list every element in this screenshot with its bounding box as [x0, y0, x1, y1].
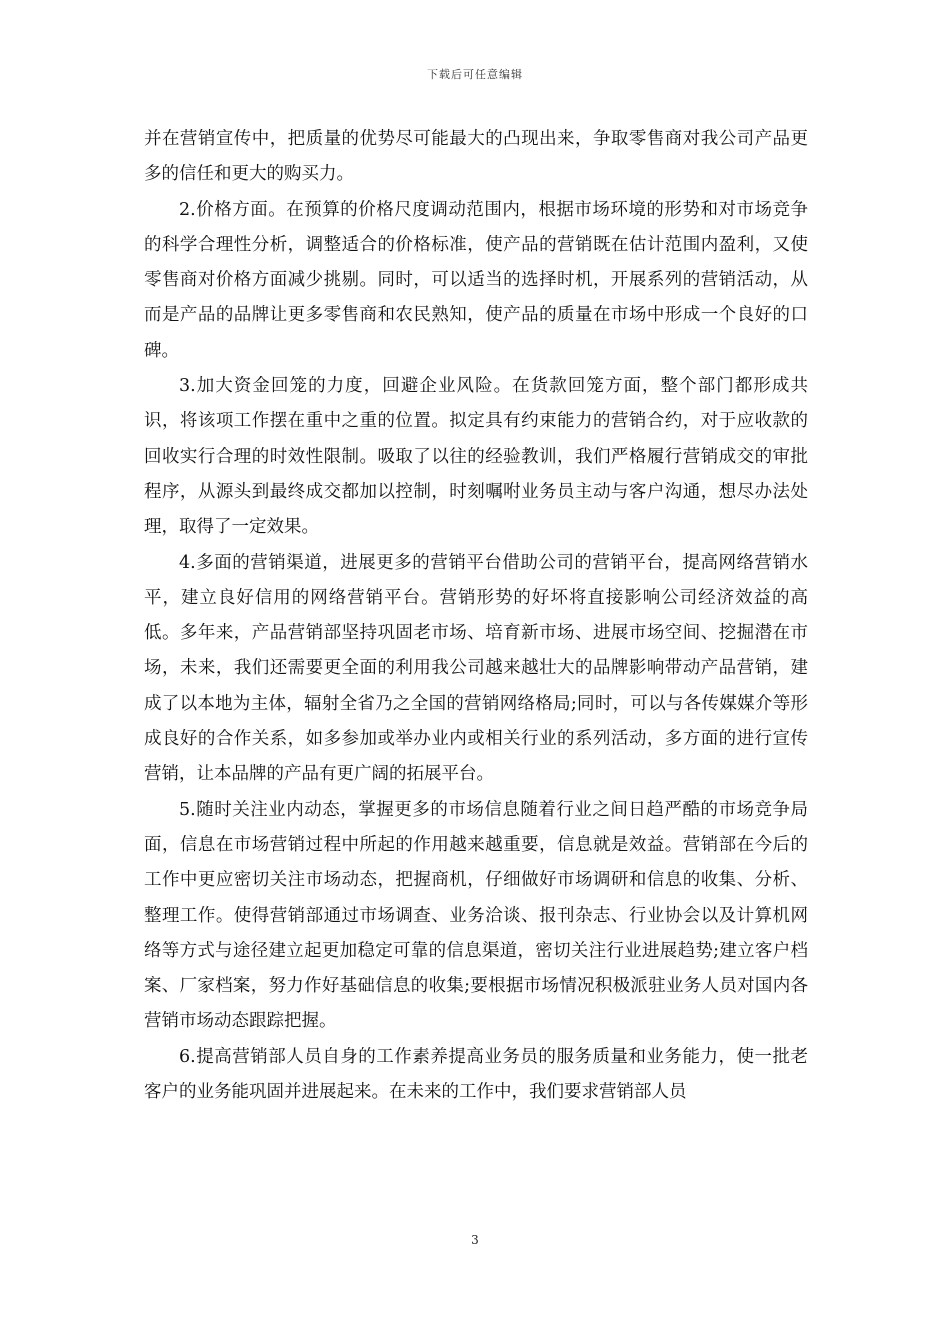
document-body: [144, 122, 808, 1110]
paragraph-1: 并在营销宣传中，把质量的优势尽可能最大的凸现出来，争取零售商对我公司产品更多的信任和更大的购买力。: [144, 129, 808, 185]
paragraph-4: 4.多面的营销渠道，进展更多的营销平台借助公司的营销平台，提高网络营销水平，建立良好信用的网络营销平台。营销形势的好坏将直接影响公司经济效益的高低。多年来，产品营销部坚持巩固老市场、培育新市场、进展市场空间、挖掘潜在市场，未来，我们还需要更全面的利用我公司越来越壮大的品牌影响带动产品营销，建成了以本地为主体，辐射全省乃之全国的营销网络格局;同时，可以与各传媒媒介等形成良好的合作关系，如多参加或举办业内或相关行业的系列活动，多方面的进行宣传营销，让本品牌的产品有更广阔的拓展平台。: [144, 552, 808, 785]
paragraph-5: 5.随时关注业内动态，掌握更多的市场信息随着行业之间日趋严酷的市场竞争局面，信息在市场营销过程中所起的作用越来越重要，信息就是效益。营销部在今后的工作中更应密切关注市场动态，把握商机，仔细做好市场调研和信息的收集、分析、整理工作。使得营销部通过市场调查、业务洽谈、报刊杂志、行业协会以及计算机网络等方式与途径建立起更加稳定可靠的信息渠道，密切关注行业进展趋势;建立客户档案、厂家档案，努力作好基础信息的收集;要根据市场情况积极派驻业务人员对国内各营销市场动态跟踪把握。: [144, 799, 808, 1032]
paragraph-3: 3.加大资金回笼的力度，回避企业风险。在货款回笼方面，整个部门都形成共识，将该项工作摆在重中之重的位置。拟定具有约束能力的营销合约，对于应收款的回收实行合理的时效性限制。吸取了以往的经验教训，我们严格履行营销成交的审批程序，从源头到最终成交都加以控制，时刻嘱咐业务员主动与客户沟通，想尽办法处理，取得了一定效果。: [144, 376, 808, 538]
paragraph-2: 2.价格方面。在预算的价格尺度调动范围内，根据市场环境的形势和对市场竞争的科学合理性分析，调整适合的价格标准，使产品的营销既在估计范围内盈利，又使零售商对价格方面减少挑剔。同时，可以适当的选择时机，开展系列的营销活动，从而是产品的品牌让更多零售商和农民熟知，使产品的质量在市场中形成一个良好的口碑。: [144, 199, 808, 361]
page-number: 3: [471, 1233, 479, 1247]
page-header: 下载后可任意编辑: [427, 68, 523, 81]
paragraph-6: 6.提高营销部人员自身的工作素养提高业务员的服务质量和业务能力，使一批老客户的业务能巩固并进展起来。在未来的工作中，我们要求营销部人员: [144, 1046, 808, 1103]
